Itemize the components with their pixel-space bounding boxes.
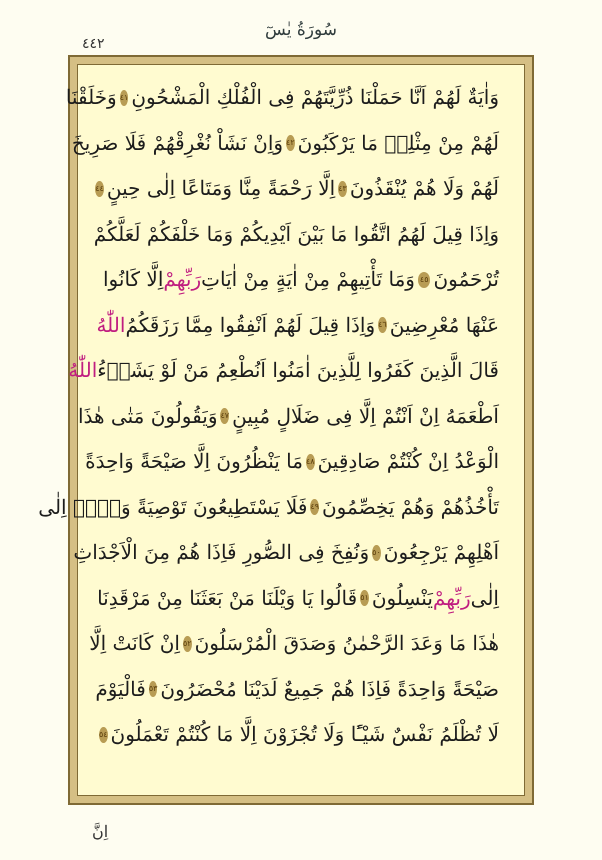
- text-line: [77, 394, 499, 440]
- verse-text: هٰذَا مَا وَعَدَ الرَّحْمٰنُ وَصَدَقَ الْمُرْسَلُونَ: [194, 631, 499, 655]
- verse-number-marker: ٤١: [120, 90, 129, 106]
- verse-text: اِلَّا رَحْمَةً مِنَّا وَمَتَاعًا اِلٰى حِينٍ: [106, 176, 336, 200]
- verse-text: لَهُمْ وَلَا هُمْ يُنْقَذُونَ: [349, 176, 499, 200]
- verse-text: اِلٰى: [470, 585, 499, 610]
- catchword: اِنَّ: [92, 822, 109, 841]
- verse-text: وَاٰيَةٌ لَهُمْ اَنَّا حَمَلْنَا ذُرِّيَّتَهُمْ فِى الْفُلْكِ الْمَشْحُونِ: [131, 85, 499, 109]
- verse-text: قَالَ الَّذِينَ كَفَرُوا لِلَّذِينَ اٰمَنُوا اَنُطْعِمُ مَنْ لَوْ يَشَاۤءُ: [97, 358, 499, 382]
- verse-number-marker: ٥٢: [183, 636, 192, 652]
- verse-number-marker: ٥٠: [372, 545, 381, 561]
- verse-number-marker: ٤٧: [220, 408, 229, 424]
- verse-text: وَخَلَقْنَا: [65, 85, 117, 109]
- verse-text: قَالُوا يَا وَيْلَنَا مَنْ بَعَثَنَا مِنْ مَرْقَدِنَا: [97, 585, 358, 610]
- quran-text-area: [38, 75, 499, 785]
- text-line: [71, 121, 499, 167]
- verse-text: وَيَقُولُونَ مَتٰى هٰذَا: [77, 403, 218, 428]
- divine-name-word: رَبِّهِمْ: [163, 267, 202, 291]
- text-line: [89, 621, 499, 667]
- verse-text: وَمَا تَأْتِيهِمْ مِنْ اٰيَةٍ مِنْ اٰيَاتِ: [201, 267, 415, 291]
- verse-text: وَاِذَا قِيلَ لَهُمُ اتَّقُوا مَا بَيْنَ اَيْدِيكُمْ وَمَا خَلْفَكُمْ لَعَلَّكُمْ: [93, 221, 499, 246]
- verse-text: اِنْ كَانَتْ اِلَّا: [89, 631, 180, 655]
- divine-name-word: اللّٰهُ: [96, 312, 126, 337]
- verse-text: فَلَا يَسْتَطِيعُونَ تَوْصِيَةً وَلَاۤ اِلٰى: [38, 494, 308, 519]
- text-line: [103, 257, 499, 303]
- text-line: [95, 166, 499, 212]
- verse-text: فَالْيَوْمَ: [95, 676, 146, 701]
- text-line: [95, 667, 499, 713]
- verse-number-marker: ٤٣: [338, 181, 347, 197]
- verse-text: اَهْلِهِمْ يَرْجِعُونَ: [383, 540, 499, 564]
- verse-number-marker: ٤٨: [306, 454, 315, 470]
- verse-text: يَنْسِلُونَ: [371, 585, 433, 610]
- page-frame: [38, 55, 534, 805]
- surah-title: سُورَةُ يٰسٓ: [265, 20, 337, 40]
- divine-name-word: اللّٰهُ: [68, 358, 98, 382]
- verse-text: لَا تُظْلَمُ نَفْسٌ شَيْـًٔا وَلَا تُجْزَوْنَ اِلَّا مَا كُنْتُمْ تَعْمَلُونَ: [110, 722, 499, 746]
- verse-text: اِلَّا كَانُوا: [103, 267, 164, 291]
- verse-number-marker: ٤٢: [286, 135, 295, 151]
- verse-text: لَهُمْ مِنْ مِثْلِهٖ مَا يَرْكَبُونَ: [297, 130, 499, 155]
- text-line: [38, 485, 499, 531]
- verse-text: اَطْعَمَهُ اِنْ اَنْتُمْ اِلَّا فِى ضَلَالٍ مُبِينٍ: [232, 403, 499, 428]
- text-line: [65, 75, 499, 121]
- verse-number-marker: ٤٩: [310, 499, 319, 515]
- text-line: [98, 712, 499, 758]
- verse-text: الْوَعْدُ اِنْ كُنْتُمْ صَادِقِينَ: [317, 449, 499, 473]
- verse-text: تُرْحَمُونَ: [433, 267, 499, 291]
- verse-text: تَأْخُذُهُمْ وَهُمْ يَخِصِّمُونَ: [321, 494, 499, 519]
- verse-number-marker: ٥٣: [149, 681, 158, 697]
- verse-number-marker: ٥١: [360, 590, 369, 606]
- verse-text: وَاِنْ نَشَاْ نُغْرِقْهُمْ فَلَا صَرِيخَ: [71, 130, 284, 155]
- verse-number-marker: ٥٤: [99, 727, 108, 743]
- verse-text: صَيْحَةً وَاحِدَةً فَاِذَا هُمْ جَمِيعٌ لَدَيْنَا مُحْضَرُونَ: [160, 676, 499, 701]
- text-line: [96, 303, 499, 349]
- page-frame-inner: [38, 64, 525, 796]
- text-line: [85, 439, 499, 485]
- verse-text: عَنْهَا مُعْرِضِينَ: [389, 312, 499, 337]
- verse-text: مَا يَنْظُرُونَ اِلَّا صَيْحَةً وَاحِدَةً: [85, 449, 303, 473]
- text-line: [97, 576, 499, 622]
- text-line: [93, 212, 499, 258]
- verse-number-marker: ٤٥: [418, 272, 430, 288]
- divine-name-word: رَبِّهِمْ: [432, 585, 471, 610]
- text-line: [73, 530, 499, 576]
- verse-text: وَاِذَا قِيلَ لَهُمْ اَنْفِقُوا مِمَّا رَزَقَكُمُ: [125, 312, 376, 337]
- text-line: [68, 348, 499, 394]
- verse-text: وَنُفِخَ فِى الصُّورِ فَاِذَا هُمْ مِنَ الْاَجْدَاثِ: [73, 540, 370, 564]
- verse-number-marker: ٤٤: [95, 181, 104, 197]
- page-number: ٤٤٢: [82, 36, 105, 52]
- verse-number-marker: ٤٦: [378, 317, 387, 333]
